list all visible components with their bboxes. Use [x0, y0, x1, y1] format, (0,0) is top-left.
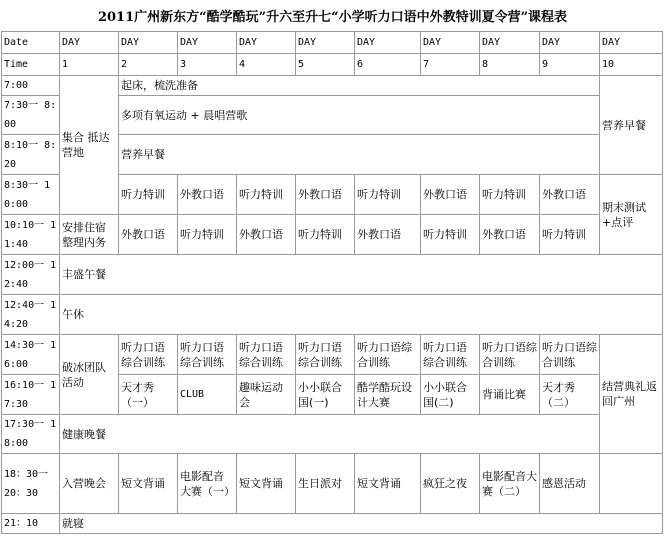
activity-cell: 天才秀（二） [540, 375, 600, 415]
activity-cell: 电影配音大赛（二） [480, 454, 540, 514]
activity-cell: 入营晚会 [60, 454, 119, 514]
activity-cell: 小小联合国(一) [296, 375, 355, 415]
day-number: 3 [178, 54, 237, 76]
day-number: 1 [60, 54, 119, 76]
activity-cell: 外教口语 [237, 215, 296, 255]
activity-cell: 天才秀（一） [119, 375, 178, 415]
time-cell: 12:00一 12:40 [2, 255, 60, 295]
activity-cell: 丰盛午餐 [60, 255, 663, 295]
time-cell: 16:10一 17:30 [2, 375, 60, 415]
activity-cell: 生日派对 [296, 454, 355, 514]
activity-cell: 外教口语 [296, 175, 355, 215]
activity-cell: 就寝 [60, 514, 663, 534]
time-cell: 7:30一 8:00 [2, 96, 60, 135]
activity-cell: 短文背诵 [237, 454, 296, 514]
activity-cell: 听力口语综合训练 [480, 335, 540, 375]
activity-cell: 听力口语综合训练 [421, 335, 480, 375]
time-cell: 18：30一 20：30 [2, 454, 60, 514]
activity-cell: 听力特训 [119, 175, 178, 215]
day-number: 10 [600, 54, 663, 76]
activity-cell: 外教口语 [119, 215, 178, 255]
activity-cell: 听力口语综合训练 [119, 335, 178, 375]
schedule-row [2, 76, 663, 96]
activity-cell: 外教口语 [355, 215, 421, 255]
day-header: DAY [237, 32, 296, 54]
activity-cell: 感恩活动 [540, 454, 600, 514]
time-cell: 8:10一 8:20 [2, 135, 60, 175]
day-header: DAY [480, 32, 540, 54]
time-cell: 10:10一 11:40 [2, 215, 60, 255]
time-cell: 17:30一 18:00 [2, 415, 60, 454]
day-header: DAY [60, 32, 119, 54]
activity-cell: 短文背诵 [355, 454, 421, 514]
day-header: DAY [178, 32, 237, 54]
schedule-row [2, 454, 663, 514]
day-header: DAY [600, 32, 663, 54]
day-header: DAY [540, 32, 600, 54]
activity-cell: 集合 抵达营地 [60, 76, 119, 215]
activity-cell: 小小联合国(二) [421, 375, 480, 415]
activity-cell: 疯狂之夜 [421, 454, 480, 514]
activity-cell: 听力特训 [178, 215, 237, 255]
header-row-time [2, 54, 663, 76]
activity-cell: 破冰团队活动 [60, 335, 119, 415]
activity-cell: 听力特训 [540, 215, 600, 255]
activity-cell: 外教口语 [480, 215, 540, 255]
activity-cell: 电影配音大赛（一） [178, 454, 237, 514]
activity-cell: 听力特训 [421, 215, 480, 255]
schedule-row [2, 415, 663, 454]
day-number: 4 [237, 54, 296, 76]
activity-cell: 健康晚餐 [60, 415, 600, 454]
day-number: 9 [540, 54, 600, 76]
day-header: DAY [119, 32, 178, 54]
time-cell: 14:30一 16:00 [2, 335, 60, 375]
activity-cell: 听力口语综合训练 [296, 335, 355, 375]
schedule-row [2, 295, 663, 335]
day-number: 2 [119, 54, 178, 76]
day-number: 5 [296, 54, 355, 76]
day-header: DAY [296, 32, 355, 54]
date-label: Date [2, 32, 60, 54]
activity-cell [600, 454, 663, 514]
activity-cell: CLUB [178, 375, 237, 415]
activity-cell: 外教口语 [421, 175, 480, 215]
activity-cell: 听力口语综合训练 [237, 335, 296, 375]
activity-cell: 短文背诵 [119, 454, 178, 514]
activity-cell: 营养早餐 [119, 135, 600, 175]
day-number: 6 [355, 54, 421, 76]
activity-cell: 背诵比赛 [480, 375, 540, 415]
header-row-date [2, 32, 663, 54]
activity-cell: 听力口语综合训练 [355, 335, 421, 375]
activity-cell: 听力特训 [355, 175, 421, 215]
day-number: 8 [480, 54, 540, 76]
schedule-row [2, 335, 663, 375]
page-title: 2011广州新东方“酷学酷玩”升六至升七“小学听力口语中外教特训夏令营”课程表 [97, 9, 568, 25]
schedule-row [2, 215, 663, 255]
time-cell: 12:40一 14:20 [2, 295, 60, 335]
activity-cell: 期末测试+点评 [600, 175, 663, 255]
activity-cell: 听力特训 [296, 215, 355, 255]
day-header: DAY [355, 32, 421, 54]
activity-cell: 午休 [60, 295, 663, 335]
activity-cell: 听力特训 [237, 175, 296, 215]
schedule-row [2, 255, 663, 295]
time-cell: 8:30一 10:00 [2, 175, 60, 215]
activity-cell: 听力口语综合训练 [178, 335, 237, 375]
day-number: 7 [421, 54, 480, 76]
activity-cell: 安排住宿整理内务 [60, 215, 119, 255]
activity-cell: 起床，梳洗准备 [119, 76, 600, 96]
activity-cell: 外教口语 [540, 175, 600, 215]
activity-cell: 外教口语 [178, 175, 237, 215]
time-label: Time [2, 54, 60, 76]
activity-cell: 听力口语综合训练 [540, 335, 600, 375]
activity-cell: 听力特训 [480, 175, 540, 215]
activity-cell: 酷学酷玩设计大赛 [355, 375, 421, 415]
day-header: DAY [421, 32, 480, 54]
time-cell: 7:00 [2, 76, 60, 96]
activity-cell: 趣味运动会 [237, 375, 296, 415]
time-cell: 21：10 [2, 514, 60, 534]
activity-cell: 营养早餐 [600, 76, 663, 175]
schedule-row [2, 514, 663, 534]
activity-cell: 多项有氧运动 + 晨唱营歌 [119, 96, 600, 135]
schedule-table [1, 31, 663, 534]
activity-cell: 结营典礼返回广州 [600, 335, 663, 454]
